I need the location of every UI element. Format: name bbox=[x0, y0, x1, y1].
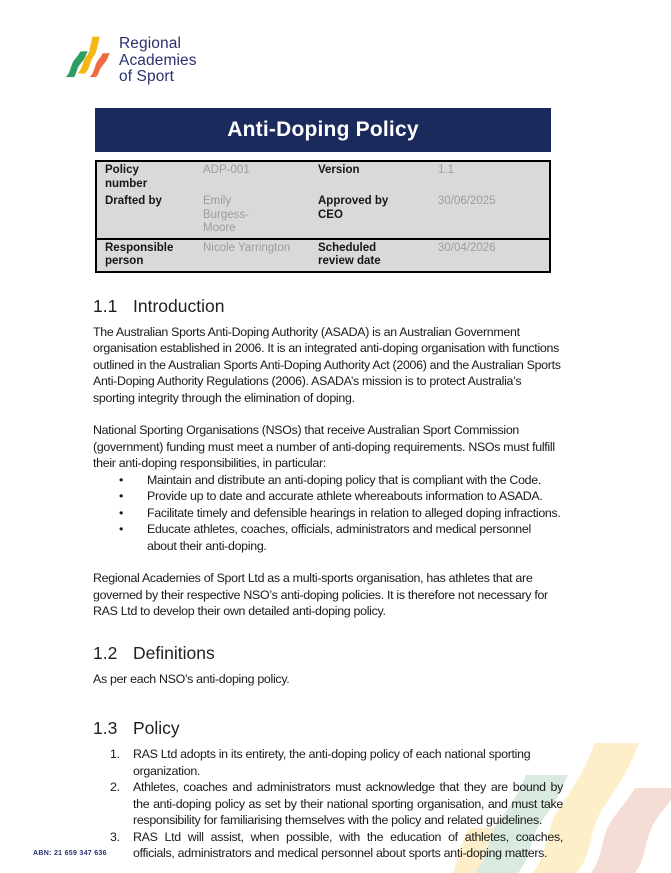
list-item bbox=[93, 488, 563, 505]
org-name-line2: Academies bbox=[119, 51, 197, 69]
intro-paragraph-2: National Sporting Organisations (NSOs) that receive Australian Sport Commission (government) funding must meet a number of anti-doping requirements. NSOs must fulfill their anti-doping responsibilities, in particular: bbox=[93, 423, 555, 470]
policy-numbered-list bbox=[93, 746, 563, 862]
section-title: Definitions bbox=[133, 642, 215, 663]
org-name-line3: of Sport bbox=[119, 68, 175, 85]
section-heading-policy bbox=[93, 718, 563, 739]
list-item bbox=[93, 505, 563, 522]
org-name bbox=[119, 33, 197, 86]
item-number: 1. bbox=[110, 747, 120, 761]
table-row bbox=[97, 238, 549, 271]
item-number: 2. bbox=[110, 780, 120, 794]
version-value: 1.1 bbox=[438, 164, 454, 176]
approved-by-ceo-value: 30/06/2025 bbox=[438, 195, 496, 207]
abn-text: ABN: 21 659 347 636 bbox=[33, 850, 107, 857]
policy-number-value: ADP-001 bbox=[203, 164, 250, 176]
org-name-line1: Regional bbox=[119, 35, 181, 52]
bullet-text: Provide up to date and accurate athlete whereabouts information to ASADA. bbox=[147, 489, 543, 503]
bullet-text: Maintain and distribute an anti-doping policy that is compliant with the Code. bbox=[147, 472, 541, 487]
bullet-marker: • bbox=[119, 472, 124, 487]
logo-stripes-icon bbox=[64, 33, 110, 79]
scheduled-review-date-value: 30/04/2026 bbox=[438, 241, 496, 254]
document-title-banner bbox=[95, 108, 551, 152]
list-item bbox=[93, 521, 563, 554]
nso-responsibilities-list bbox=[93, 472, 563, 555]
item-text: RAS Ltd adopts in its entirety, the anti-doping policy of each national sporting organization. bbox=[133, 747, 531, 778]
section-number: 1.2 bbox=[93, 642, 118, 663]
scheduled-review-date-label: Scheduled review date bbox=[318, 241, 381, 267]
bullet-marker: • bbox=[119, 522, 124, 536]
section-heading-definitions bbox=[93, 643, 563, 664]
section-title: Policy bbox=[133, 718, 180, 738]
responsible-person-label: Responsible person bbox=[105, 241, 174, 267]
policy-meta-table bbox=[95, 160, 551, 273]
section-number: 1.1 bbox=[93, 295, 118, 316]
table-row bbox=[97, 193, 549, 238]
approved-by-ceo-label: Approved by CEO bbox=[318, 195, 389, 221]
document-title: Anti-Doping Policy bbox=[227, 118, 419, 141]
version-label: Version bbox=[318, 164, 360, 176]
list-item bbox=[93, 779, 563, 829]
item-number: 3. bbox=[110, 829, 120, 844]
bullet-text: Educate athletes, coaches, officials, administrators and medical personnel about their anti-doping. bbox=[147, 522, 531, 553]
item-text: RAS Ltd will assist, when possible, with the education of athletes, coaches, officials, administrators and medical personnel about sports anti-doping matters. bbox=[133, 829, 563, 860]
intro-paragraph-1: The Australian Sports Anti-Doping Authority (ASADA) is an Australian Government organisation established in 2006. It is an integrated anti-doping organisation with functions outlined in the Australian Sports Anti-Doping Authority Act (2006) and the Australian Sports Anti-Doping Authority Regulations (2006). ASADA’s mission is to protect Australia’s sporting integrity through the elimination of doping. bbox=[93, 324, 561, 405]
bullet-marker: • bbox=[119, 505, 124, 520]
item-text: Athletes, coaches and administrators must acknowledge that they are bound by the anti-doping policy as set by their national sporting organisation, and must take responsibility for familiarising themselves with the policy and related guidelines. bbox=[133, 780, 563, 827]
drafted-by-label: Drafted by bbox=[105, 195, 162, 207]
list-item bbox=[93, 746, 563, 779]
drafted-by-value: Emily Burgess-Moore bbox=[203, 195, 250, 234]
org-logo bbox=[64, 33, 197, 86]
list-item bbox=[93, 472, 563, 489]
section-heading-introduction bbox=[93, 296, 563, 317]
document-body bbox=[93, 108, 563, 862]
definitions-body: As per each NSO’s anti-doping policy. bbox=[93, 671, 290, 686]
list-item bbox=[93, 829, 563, 862]
section-number: 1.3 bbox=[93, 718, 118, 738]
bullet-marker: • bbox=[119, 489, 124, 503]
policy-number-label: Policy number bbox=[105, 164, 148, 190]
intro-paragraph-3: Regional Academies of Sport Ltd as a multi-sports organisation, has athletes that are governed by their respective NSO’s anti-doping policies. It is therefore not necessary for RAS Ltd to develop their own detailed anti-doping policy. bbox=[93, 571, 548, 618]
bullet-text: Facilitate timely and defensible hearings in relation to alleged doping infractions. bbox=[147, 505, 561, 520]
table-row bbox=[97, 162, 549, 193]
responsible-person-value: Nicole Yarrington bbox=[203, 241, 291, 254]
section-title: Introduction bbox=[133, 295, 225, 316]
